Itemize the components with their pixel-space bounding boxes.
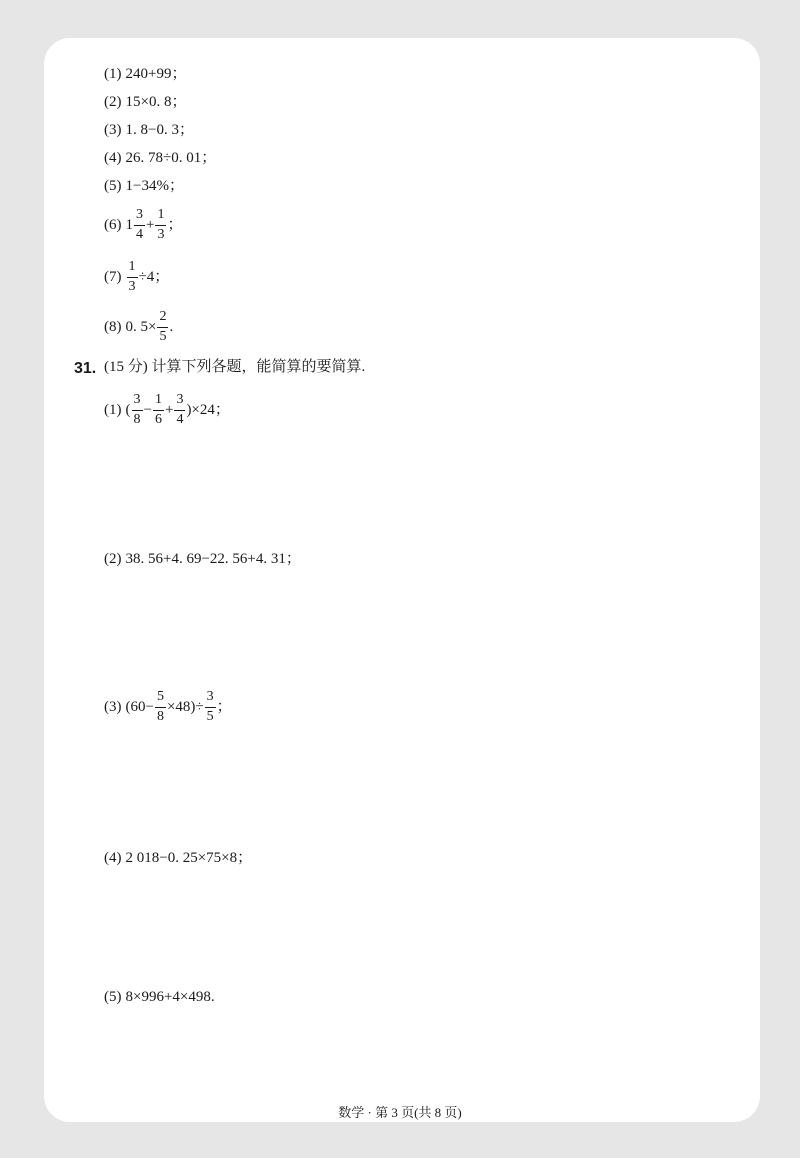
item-expression: ×48)÷ [166, 698, 204, 715]
denominator: 3 [157, 226, 165, 242]
item-expression: 26. 78÷0. 01； [125, 150, 217, 166]
problem-item [104, 990, 215, 1005]
item-label: (2) [104, 94, 122, 110]
item-label: (4) [104, 150, 122, 166]
item-label: (3) [104, 698, 122, 715]
item-label: (2) [104, 551, 122, 567]
item-expression: 240+99； [125, 66, 187, 82]
operator: + [146, 216, 155, 233]
numerator: 3 [133, 392, 141, 407]
denominator: 5 [159, 328, 167, 344]
problem-item [104, 310, 173, 344]
item-expression: 8×996+4×498. [125, 989, 215, 1005]
problem-item [104, 151, 216, 166]
item-expression: 38. 56+4. 69−22. 56+4. 31； [125, 551, 301, 567]
problem-item [104, 393, 230, 427]
fraction [174, 393, 185, 427]
item-label: (5) [104, 989, 122, 1005]
denominator: 8 [133, 411, 141, 427]
operator: − [143, 401, 152, 418]
item-label: (4) [104, 850, 122, 866]
item-label: (3) [104, 122, 122, 138]
numerator: 2 [159, 309, 167, 324]
item-expression: 0. 5× [125, 318, 157, 335]
item-expression: 1. 8−0. 3； [125, 122, 194, 138]
whole-number: 1 [125, 216, 133, 233]
item-label: (1) [104, 401, 122, 418]
denominator: 8 [156, 708, 164, 724]
fraction [132, 393, 143, 427]
problem-item [104, 851, 252, 866]
question-number: 31. [74, 360, 97, 377]
problem-item [104, 260, 169, 294]
problem-item [104, 67, 186, 82]
item-expression: (60− [125, 698, 154, 715]
numerator: 3 [136, 207, 143, 222]
denominator: 4 [176, 411, 184, 427]
fraction [205, 690, 216, 724]
item-label: (8) [104, 318, 122, 335]
fraction [155, 690, 166, 724]
fraction [155, 208, 166, 242]
paren-open: ( [125, 401, 131, 418]
numerator: 1 [157, 207, 165, 222]
problem-item [104, 123, 194, 138]
item-label: (7) [104, 268, 122, 285]
problem-item [104, 552, 301, 567]
numerator: 1 [128, 259, 136, 274]
numerator: 3 [206, 689, 214, 704]
punctuation: ； [216, 698, 232, 715]
punctuation: . [169, 318, 174, 335]
item-expression: ÷4； [138, 268, 170, 285]
item-expression: 1−34%； [125, 178, 184, 194]
denominator: 4 [136, 226, 143, 242]
page-footer: 数学 · 第 3 页(共 8 页) [338, 1105, 462, 1120]
problem-item [104, 208, 182, 242]
fraction [153, 393, 164, 427]
denominator: 3 [128, 278, 136, 294]
problem-item [104, 95, 186, 110]
item-label: (1) [104, 66, 122, 82]
problem-item [104, 179, 184, 194]
item-label: (6) [104, 216, 122, 233]
fraction [134, 208, 145, 242]
item-expression: 15×0. 8； [125, 94, 187, 110]
exam-page [44, 38, 760, 1122]
numerator: 3 [176, 392, 184, 407]
punctuation: ； [167, 216, 183, 233]
denominator: 5 [206, 708, 214, 724]
problem-item [104, 690, 232, 724]
fraction [157, 310, 168, 344]
fraction [127, 260, 138, 294]
denominator: 6 [154, 411, 162, 427]
numerator: 1 [154, 392, 162, 407]
item-expression: )×24； [186, 401, 230, 418]
item-label: (5) [104, 178, 122, 194]
question-title: (15 分) 计算下列各题，能简算的要简算. [104, 359, 366, 375]
numerator: 5 [156, 689, 164, 704]
operator: + [164, 401, 174, 418]
item-expression: 2 018−0. 25×75×8； [125, 850, 253, 866]
